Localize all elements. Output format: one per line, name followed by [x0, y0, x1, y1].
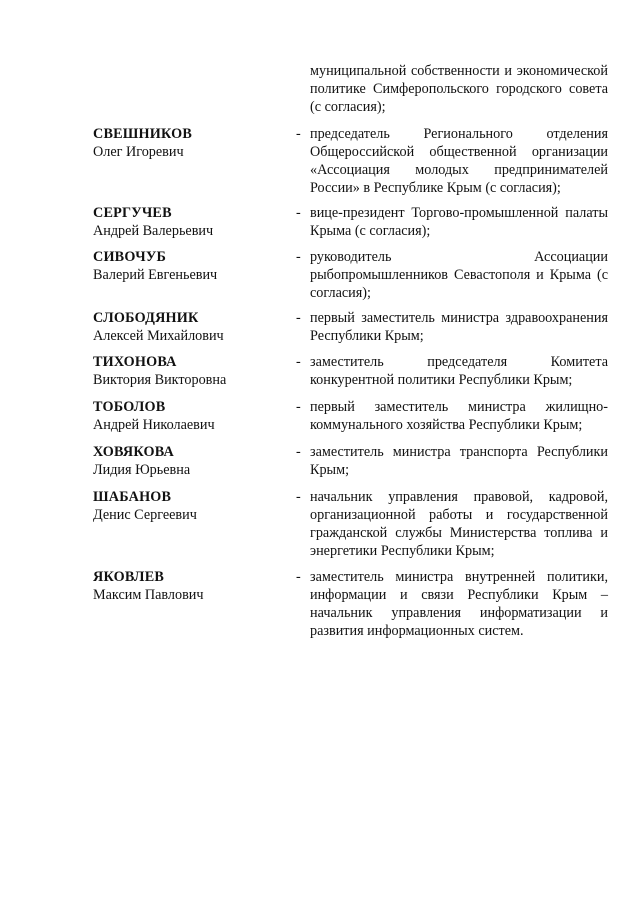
- dash-separator: -: [296, 444, 301, 460]
- member-surname: СВЕШНИКОВ: [93, 126, 193, 142]
- member-surname: ТОБОЛОВ: [93, 399, 166, 415]
- member-name: [93, 353, 283, 389]
- member-position: председатель Регионального отделения Общероссийской общественной организации «Ассоциация молодых предпринимателей России» в Республике Крым (с согласия);: [310, 126, 608, 196]
- member-surname: СИВОЧУБ: [93, 249, 167, 265]
- member-name: [93, 568, 283, 604]
- member-given-name: Андрей Валерьевич: [93, 223, 214, 239]
- member-position: заместитель министра транспорта Республики Крым;: [310, 444, 608, 478]
- dash-separator: -: [296, 489, 301, 505]
- member-given-name: Андрей Николаевич: [93, 417, 215, 433]
- member-surname: ШАБАНОВ: [93, 489, 172, 505]
- member-position: первый заместитель министра жилищно-коммунального хозяйства Республики Крым;: [310, 399, 608, 433]
- member-given-name: Олег Игоревич: [93, 144, 184, 160]
- member-name: [93, 398, 283, 434]
- member-given-name: Виктория Викторовна: [93, 372, 227, 388]
- member-position: заместитель министра внутренней политики, информации и связи Республики Крым – начальник управления информатизации и развития информационных систем.: [310, 569, 608, 639]
- member-surname: СЛОБОДЯНИК: [93, 310, 199, 326]
- dash-separator: -: [296, 569, 301, 585]
- dash-separator: -: [296, 354, 301, 370]
- member-given-name: Валерий Евгеньевич: [93, 267, 218, 283]
- member-name: [93, 443, 283, 479]
- member-given-name: Максим Павлович: [93, 587, 204, 603]
- member-position: заместитель председателя Комитета конкурентной политики Республики Крым;: [310, 354, 608, 388]
- member-name: [93, 125, 283, 161]
- member-surname: ТИХОНОВА: [93, 354, 177, 370]
- member-position: начальник управления правовой, кадровой, организационной работы и государственной гражданской службы Министерства топлива и энергетики Республики Крым;: [310, 489, 608, 559]
- continued-position-text: муниципальной собственности и экономической политике Симферопольского городского совета (с согласия);: [310, 63, 608, 115]
- member-name: [93, 248, 283, 284]
- dash-separator: -: [296, 310, 301, 326]
- member-position: вице-президент Торгово-промышленной палаты Крыма (с согласия);: [310, 205, 608, 239]
- member-given-name: Алексей Михайлович: [93, 328, 224, 344]
- dash-separator: -: [296, 205, 301, 221]
- member-given-name: Денис Сергеевич: [93, 507, 197, 523]
- member-surname: ХОВЯКОВА: [93, 444, 174, 460]
- dash-separator: -: [296, 126, 301, 142]
- member-position: руководитель Ассоциации рыбопромышленников Севастополя и Крыма (с согласия);: [310, 249, 608, 301]
- member-position: первый заместитель министра здравоохранения Республики Крым;: [310, 310, 608, 344]
- member-name: [93, 204, 283, 240]
- dash-separator: -: [296, 399, 301, 415]
- member-name: [93, 488, 283, 524]
- member-surname: ЯКОВЛЕВ: [93, 569, 165, 585]
- member-surname: СЕРГУЧЕВ: [93, 205, 172, 221]
- member-name: [93, 309, 283, 345]
- member-given-name: Лидия Юрьевна: [93, 462, 191, 478]
- dash-separator: -: [296, 249, 301, 265]
